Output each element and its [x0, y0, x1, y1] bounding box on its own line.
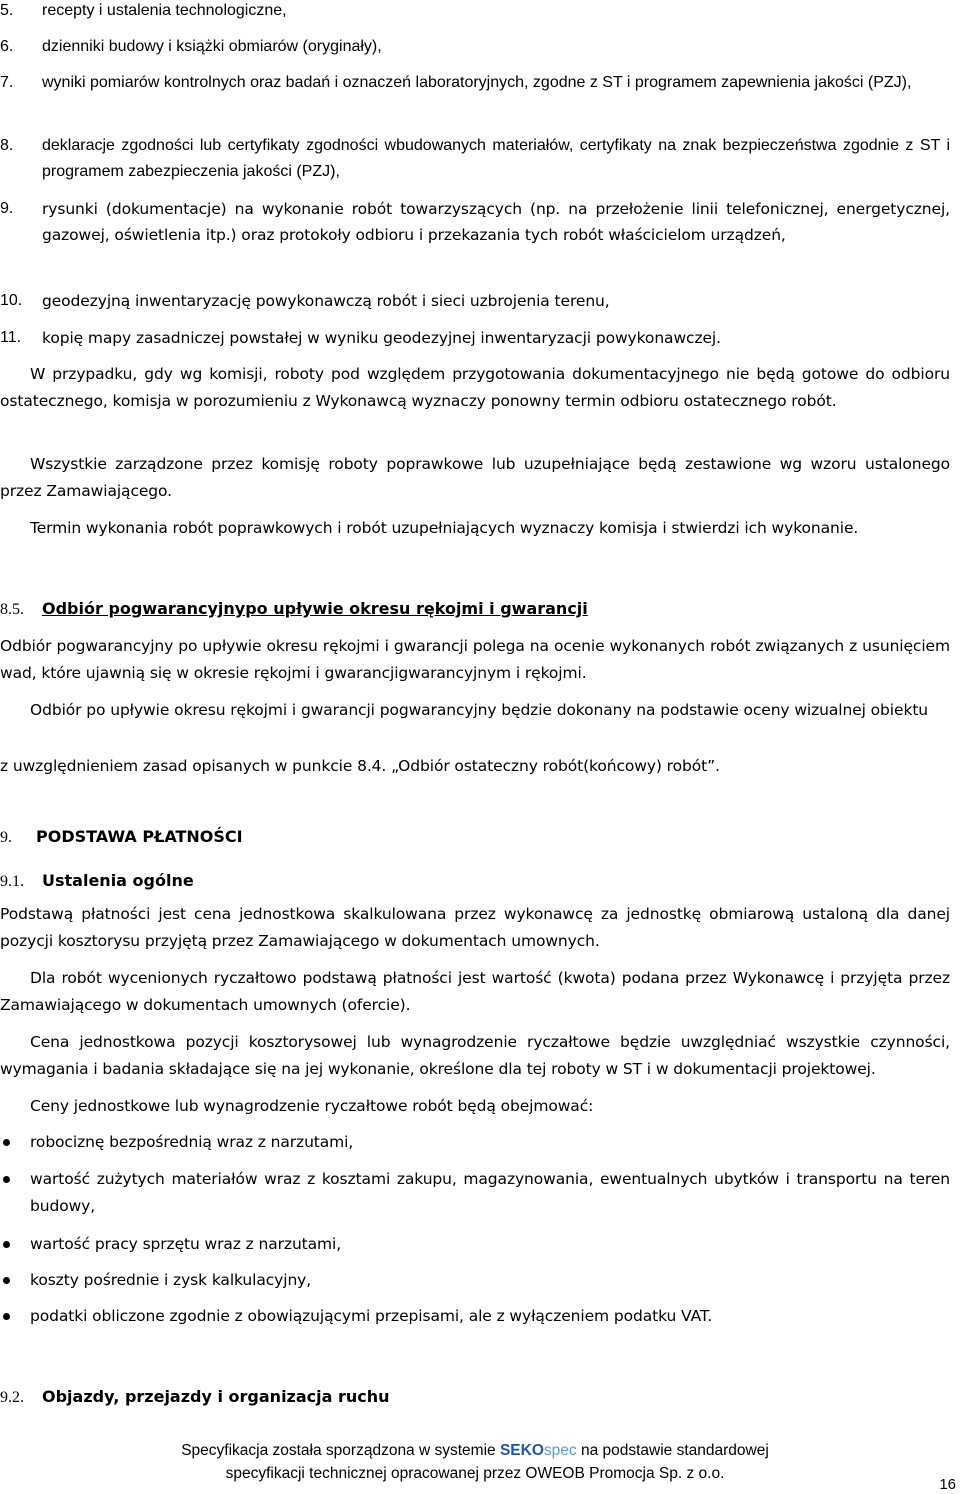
bullet-text: wartość zużytych materiałów wraz z kosztami zakupu, magazynowania, ewentualnych ubytków i transportu na teren budowy,: [30, 1170, 950, 1215]
footer-line-1: [0, 1439, 950, 1462]
list-text: recepty i ustalenia technologiczne,: [42, 2, 287, 19]
section-heading-9-1: [0, 868, 194, 895]
bullet-icon: [0, 1231, 30, 1258]
bullet-text: robociznę bezpośrednią wraz z narzutami,: [30, 1133, 354, 1151]
paragraph: Termin wykonania robót poprawkowych i robót uzupełniających wyznaczy komisja i stwierdzi ich wykonanie.: [30, 519, 859, 537]
list-item: [0, 34, 950, 60]
section-heading-9: [0, 824, 243, 851]
footer-text: na podstawie standardowej: [580, 1442, 769, 1459]
paragraph: Dla robót wycenionych ryczałtowo podstawą płatności jest wartość (kwota) podana przez Wykonawcę i przyjęta przez Zamawiającego w dokumentach umownych (ofercie).: [0, 969, 950, 1014]
list-item: [0, 1129, 950, 1156]
list-number: 5.: [0, 2, 14, 19]
paragraph: Wszystkie zarządzone przez komisję roboty poprawkowe lub uzupełniające będą zestawione wg wzoru ustalonego przez Zamawiającego.: [0, 455, 950, 500]
list-text: kopię mapy zasadniczej powstałej w wyniku geodezyjnej inwentaryzacji powykonawczej.: [42, 329, 721, 347]
list-item: [0, 1303, 950, 1330]
list-item: [0, 1267, 950, 1294]
section-title: PODSTAWA PŁATNOŚCI: [36, 827, 243, 846]
bullet-list: [0, 1231, 950, 1258]
paragraph: z uwzględnieniem zasad opisanych w punkcie 8.4. „Odbiór ostateczny robót(końcowy) robót”.: [0, 757, 720, 775]
bullet-icon: [0, 1267, 30, 1294]
list-item: [0, 325, 950, 351]
paragraph: Podstawą płatności jest cena jednostkowa skalkulowana przez wykonawcę za jednostkę obmiarową ustaloną dla danej pozycji kosztorysu przyjętą przez Zamawiającego w dokumentach umownych.: [0, 905, 950, 950]
list-text: deklaracje zgodności lub certyfikaty zgodności wbudowanych materiałów, certyfikaty na znak bezpieczeństwa zgodnie z ST i programem zabezpieczenia jakości (PZJ),: [42, 137, 950, 180]
list-number: 11.: [0, 329, 22, 346]
brand-logo: [500, 1442, 577, 1459]
section-number: 9.2.: [0, 1389, 24, 1406]
list-number: 9.: [0, 200, 14, 217]
list-number: 6.: [0, 38, 14, 55]
list-text: geodezyjną inwentaryzację powykonawczą robót i sieci uzbrojenia terenu,: [42, 292, 610, 310]
list-text: wyniki pomiarów kontrolnych oraz badań i oznaczeń laboratoryjnych, zgodne z ST i programem zapewnienia jakości (PZJ),: [42, 74, 912, 91]
paragraph: Ceny jednostkowe lub wynagrodzenie ryczałtowe robót będą obejmować:: [30, 1097, 594, 1115]
list-item: [0, 133, 950, 185]
paragraph: Cena jednostkowa pozycji kosztorysowej lub wynagrodzenie ryczałtowe będzie uwzględniać wszystkie czynności, wymagania i badania składające się na jej wykonanie, określone dla tej roboty w ST i w dokumentacji projektowej.: [0, 1033, 950, 1078]
paragraph: W przypadku, gdy wg komisji, roboty pod względem przygotowania dokumentacyjnego nie będą gotowe do odbioru ostatecznego, komisja w porozumieniu z Wykonawcą wyznaczy ponowny termin odbioru ostatecznego robót.: [0, 365, 950, 410]
list-item: [0, 1166, 950, 1220]
list-item: [0, 0, 950, 24]
footer-line-2: specyfikacji technicznej opracowanej przez OWEOB Promocja Sp. z o.o.: [225, 1465, 725, 1482]
section-number: 9.: [0, 829, 12, 846]
bullet-list: [0, 1303, 950, 1330]
list-item: [0, 196, 950, 248]
bullet-icon: [0, 1303, 30, 1330]
bullet-text: podatki obliczone zgodnie z obowiązującymi przepisami, ale z wyłączeniem podatku VAT.: [30, 1307, 713, 1325]
bullet-text: koszty pośrednie i zysk kalkulacyjny,: [30, 1271, 312, 1289]
brand-name-a: SEKO: [499, 1442, 544, 1459]
list-number: 10.: [0, 292, 23, 309]
section-number: 8.5.: [0, 601, 24, 618]
bullet-list: [0, 1129, 950, 1156]
bullet-list: [0, 1166, 950, 1220]
section-title: Objazdy, przejazdy i organizacja ruchu: [42, 1387, 390, 1406]
list-text: dzienniki budowy i książki obmiarów (oryginały),: [42, 38, 382, 55]
bullet-icon: [0, 1129, 30, 1156]
section-title: Ustalenia ogólne: [42, 871, 194, 890]
bullet-icon: [0, 1166, 30, 1220]
paragraph: Odbiór po upływie okresu rękojmi i gwarancji pogwarancyjny będzie dokonany na podstawie oceny wizualnej obiektu: [30, 701, 929, 719]
footer-text: Specyfikacja została sporządzona w systemie: [181, 1442, 496, 1459]
brand-name-b: spec: [543, 1442, 577, 1459]
list-text: rysunki (dokumentacje) na wykonanie robót towarzyszących (np. na przełożenie linii telefonicznej, energetycznej, gazowej, oświetlenia itp.) oraz protokoły odbioru i przekazania tych robót właścicielom urządzeń,: [42, 200, 950, 244]
section-heading-9-2: [0, 1384, 390, 1411]
list-number: 7.: [0, 74, 14, 91]
page-number: 16: [939, 1476, 956, 1493]
section-title: Odbiór pogwarancyjnypo upływie okresu rękojmi i gwarancji: [42, 599, 588, 618]
list-item: [0, 70, 950, 96]
section-number: 9.1.: [0, 873, 24, 890]
section-heading-8-5: [0, 596, 588, 623]
page-footer: [0, 1439, 950, 1485]
paragraph: Odbiór pogwarancyjny po upływie okresu rękojmi i gwarancji polega na ocenie wykonanych robót związanych z usunięciem wad, które ujawnią się w okresie rękojmi i gwarancjigwarancyjnym i rękojmi.: [0, 637, 950, 682]
list-item: [0, 288, 950, 314]
bullet-list: [0, 1267, 950, 1294]
list-number: 8.: [0, 137, 14, 154]
bullet-text: wartość pracy sprzętu wraz z narzutami,: [30, 1235, 342, 1253]
list-item: [0, 1231, 950, 1258]
